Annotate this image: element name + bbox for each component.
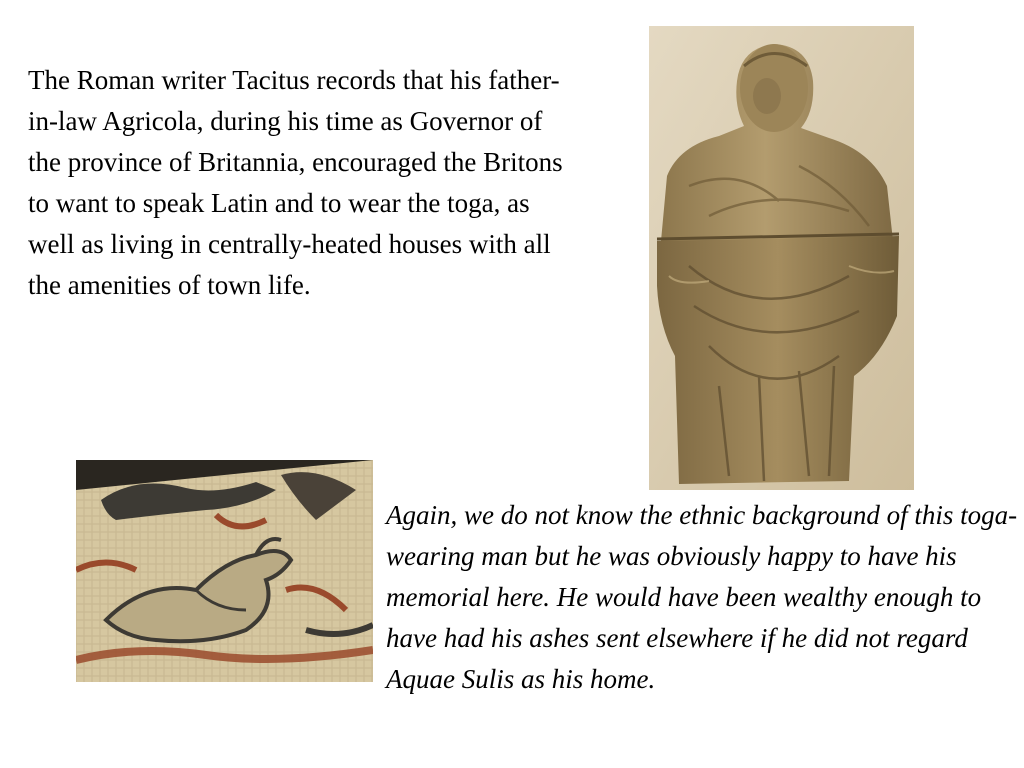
main-paragraph: The Roman writer Tacitus records that his father-in-law Agricola, during his time as Governor of the province of Britannia, encouraged the Britons to want to speak Latin and to wear the toga, as well as living in centrally-heated houses with all the amenities of town life. — [28, 65, 563, 300]
toga-statue-photo — [649, 26, 914, 490]
statue-caption: Again, we do not know the ethnic background of this toga-wearing man but he was obviously happy to have his memorial here. He would have been wealthy enough to have had his ashes sent elsewhere if he did not regard Aquae Sulis as his home. — [386, 500, 1018, 694]
mosaic-photo — [76, 460, 373, 682]
